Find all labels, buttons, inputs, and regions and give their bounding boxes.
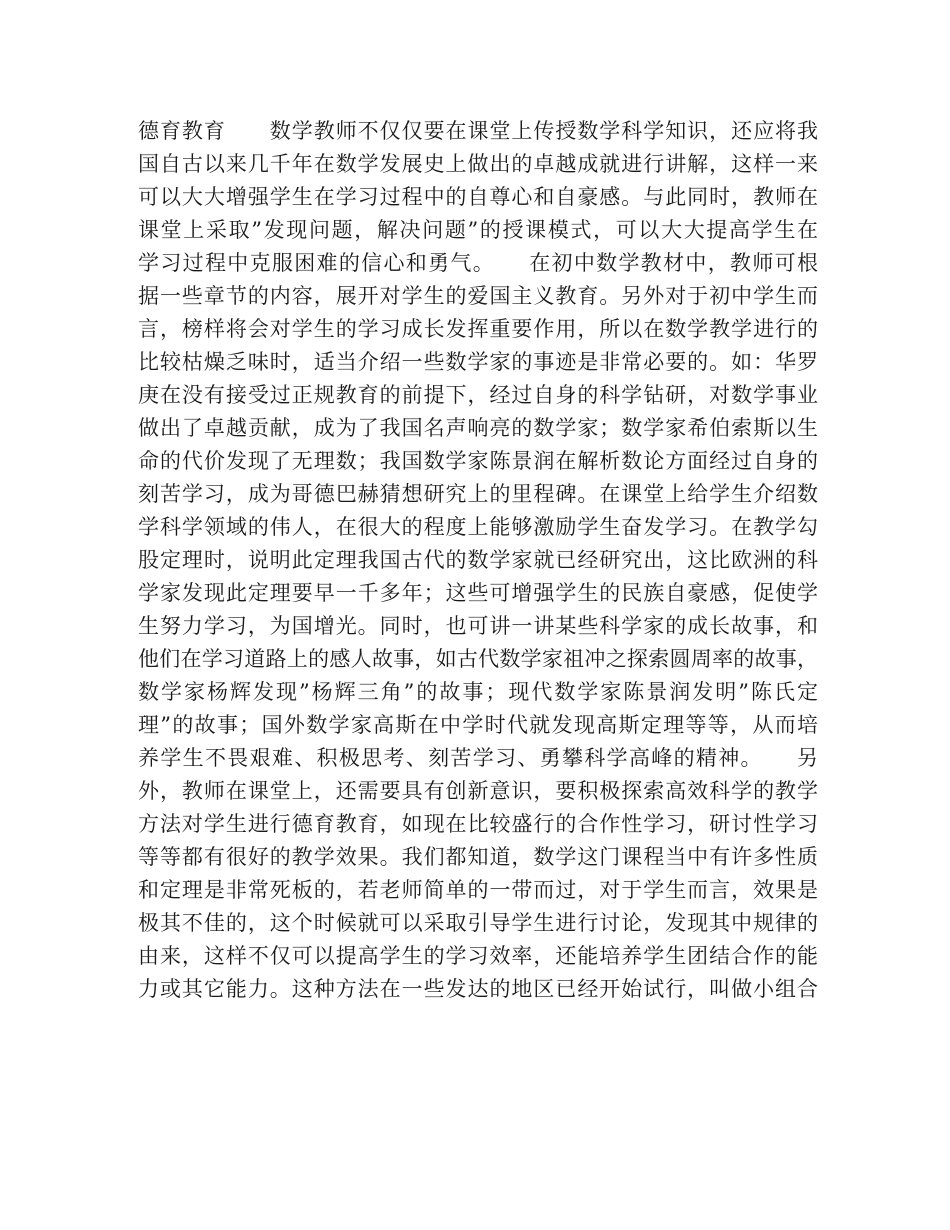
text-line: 德育教育 数学教师不仅仅要在课堂上传授数学科学知识，还应将我 (138, 119, 818, 143)
text-line: 据一些章节的内容，展开对学生的爱国主义教育。另外对于初中学生而 (138, 284, 818, 308)
text-line: 理”的故事；国外数学家高斯在中学时代就发现高斯定理等等，从而培 (138, 713, 818, 737)
text-line: 极其不佳的，这个时候就可以采取引导学生进行讨论，发现其中规律的 (138, 911, 818, 935)
text-line: 生努力学习，为国增光。同时，也可讲一讲某些科学家的成长故事，和 (138, 614, 818, 638)
text-line: 和定理是非常死板的，若老师简单的一带而过，对于学生而言，效果是 (138, 878, 818, 902)
text-line: 等等都有很好的教学效果。我们都知道，数学这门课程当中有许多性质 (138, 845, 818, 869)
text-line: 他们在学习道路上的感人故事，如古代数学家祖冲之探索圆周率的故事， (138, 647, 818, 671)
text-line: 可以大大增强学生在学习过程中的自尊心和自豪感。与此同时，教师在 (138, 185, 818, 209)
text-line: 课堂上采取”发现问题，解决问题”的授课模式，可以大大提高学生在 (138, 218, 818, 242)
text-line: 学家发现此定理要早一千多年；这些可增强学生的民族自豪感，促使学 (138, 581, 818, 605)
text-line: 力或其它能力。这种方法在一些发达的地区已经开始试行，叫做小组合 (138, 977, 818, 1001)
text-line: 庚在没有接受过正规教育的前提下，经过自身的科学钻研，对数学事业 (138, 383, 818, 407)
text-line: 命的代价发现了无理数；我国数学家陈景润在解析数论方面经过自身的 (138, 449, 818, 473)
text-line: 方法对学生进行德育教育，如现在比较盛行的合作性学习，研讨性学习 (138, 812, 818, 836)
text-line: 由来，这样不仅可以提高学生的学习效率，还能培养学生团结合作的能 (138, 944, 818, 968)
text-line: 学科学领域的伟人，在很大的程度上能够激励学生奋发学习。在教学勾 (138, 515, 818, 539)
text-line: 学习过程中克服困难的信心和勇气。 在初中数学教材中，教师可根 (138, 251, 818, 275)
text-line: 外，教师在课堂上，还需要具有创新意识，要积极探索高效科学的教学 (138, 779, 818, 803)
text-line: 股定理时，说明此定理我国古代的数学家就已经研究出，这比欧洲的科 (138, 548, 818, 572)
text-line: 比较枯燥乏味时，适当介绍一些数学家的事迹是非常必要的。如：华罗 (138, 350, 818, 374)
text-line: 数学家杨辉发现”杨辉三角”的故事；现代数学家陈景润发明”陈氏定 (138, 680, 818, 704)
text-line: 国自古以来几千年在数学发展史上做出的卓越成就进行讲解，这样一来 (138, 152, 818, 176)
text-line: 刻苦学习，成为哥德巴赫猜想研究上的里程碑。在课堂上给学生介绍数 (138, 482, 818, 506)
body-text (138, 115, 818, 1006)
text-line: 养学生不畏艰难、积极思考、刻苦学习、勇攀科学高峰的精神。 另 (138, 746, 818, 770)
text-line: 言，榜样将会对学生的学习成长发挥重要作用，所以在数学教学进行的 (138, 317, 818, 341)
text-line: 做出了卓越贡献，成为了我国名声响亮的数学家；数学家希伯索斯以生 (138, 416, 818, 440)
